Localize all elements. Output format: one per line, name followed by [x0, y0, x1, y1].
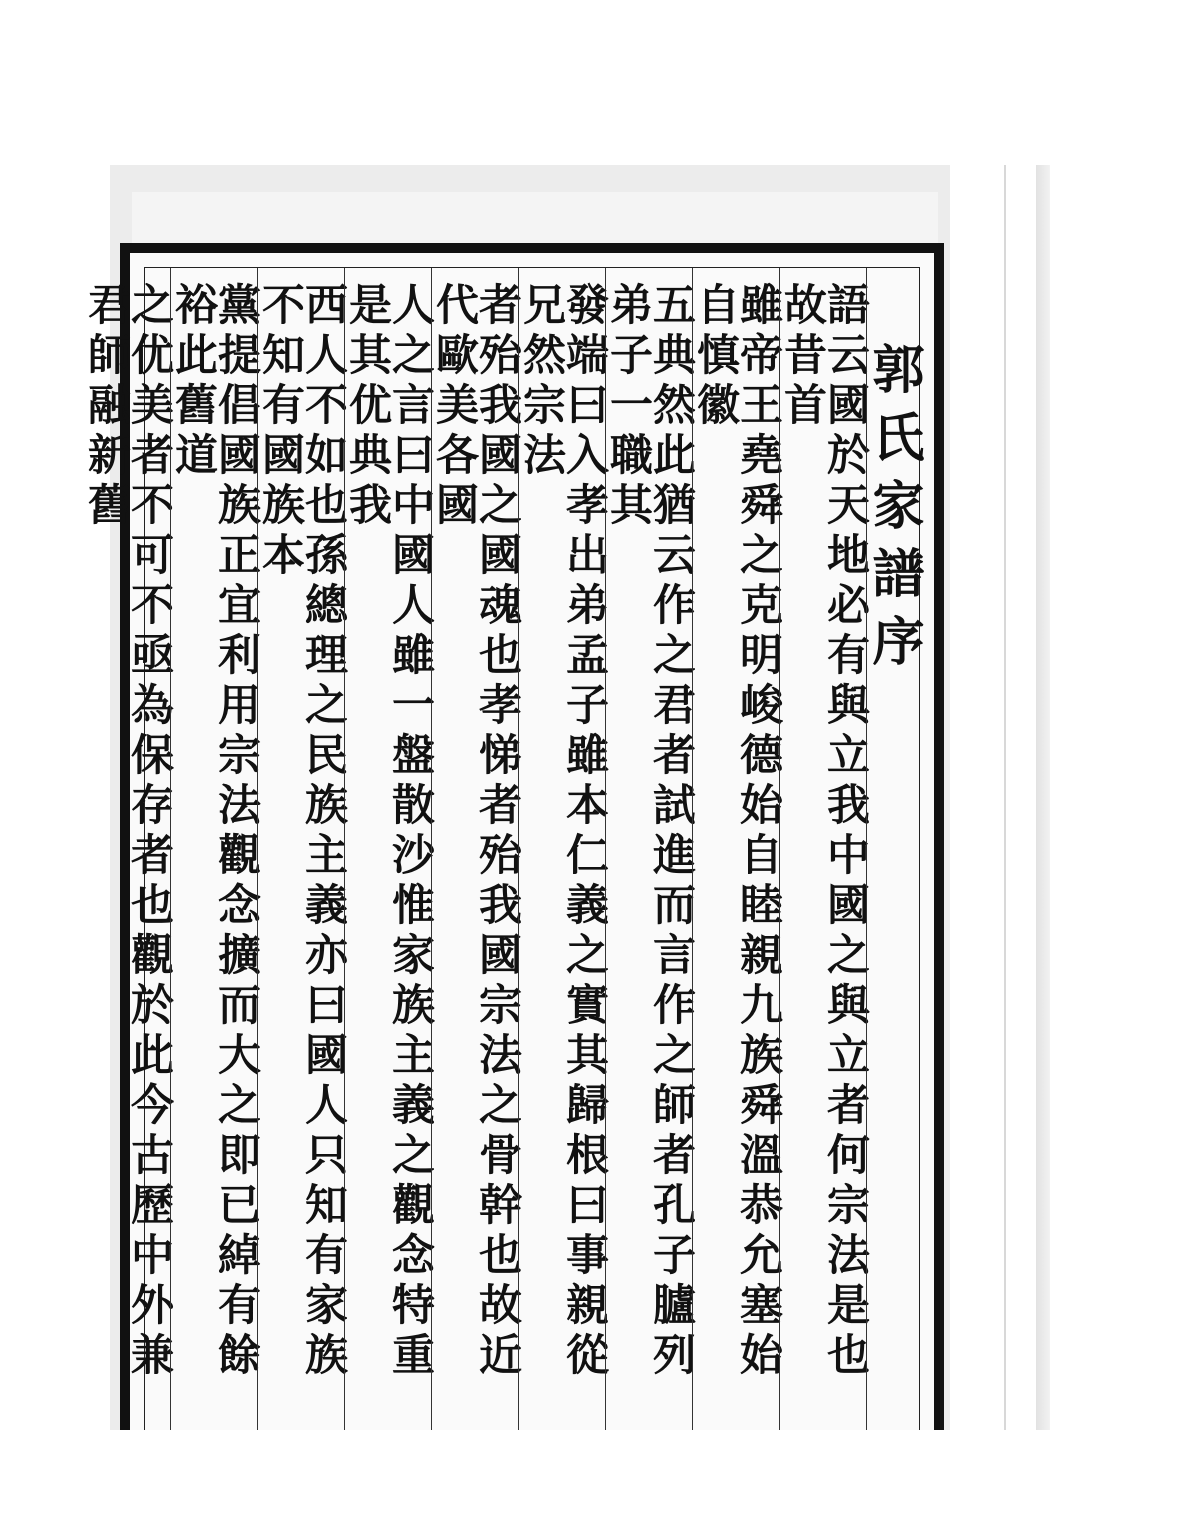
text-columns: [81, 267, 924, 1430]
text-column: [690, 268, 783, 1430]
column-text: 語云國於天地必有與立我中國之與立者何宗法是也故昔首: [777, 282, 870, 1382]
column-text: 西人不如也孫總理之民族主義亦曰國人只知有家族不知有國族本: [255, 282, 348, 1382]
text-column: [81, 268, 174, 1430]
document-title: 郭氏家譜序: [863, 342, 924, 682]
text-column: [777, 268, 870, 1430]
text-column: [168, 268, 261, 1430]
title-column: [863, 268, 924, 1430]
text-column: [516, 268, 609, 1430]
page-frame: [81, 243, 944, 1430]
column-text: 之优美者不可不亟為保存者也觀於此今古歷中外兼君師融新舊: [81, 282, 174, 1382]
column-text: 五典然此猶云作之君者試進而言作之師者孔子臚列弟子一職其: [603, 282, 696, 1382]
column-text: 黨提倡國族正宜利用宗法觀念擴而大之即已綽有餘裕此舊道: [168, 282, 261, 1382]
next-page-edge: [1036, 165, 1050, 1430]
column-text: 雖帝王堯舜之克明峻德始自睦親九族舜溫恭允塞始自慎徽: [690, 282, 783, 1382]
column-text: 人之言曰中國人雖一盤散沙惟家族主義之觀念特重是其优典我: [342, 282, 435, 1382]
text-column: [255, 268, 348, 1430]
column-text: 發端曰入孝出弟孟子雖本仁義之實其歸根曰事親從兄然宗法: [516, 282, 609, 1382]
page-frame-inner: [81, 251, 936, 1430]
text-column: [342, 268, 435, 1430]
column-text: 者殆我國之國魂也孝悌者殆我國宗法之骨幹也故近代歐美各國: [429, 282, 522, 1382]
text-column: [603, 268, 696, 1430]
page-edge-rule: [1004, 165, 1006, 1430]
text-column: [429, 268, 522, 1430]
